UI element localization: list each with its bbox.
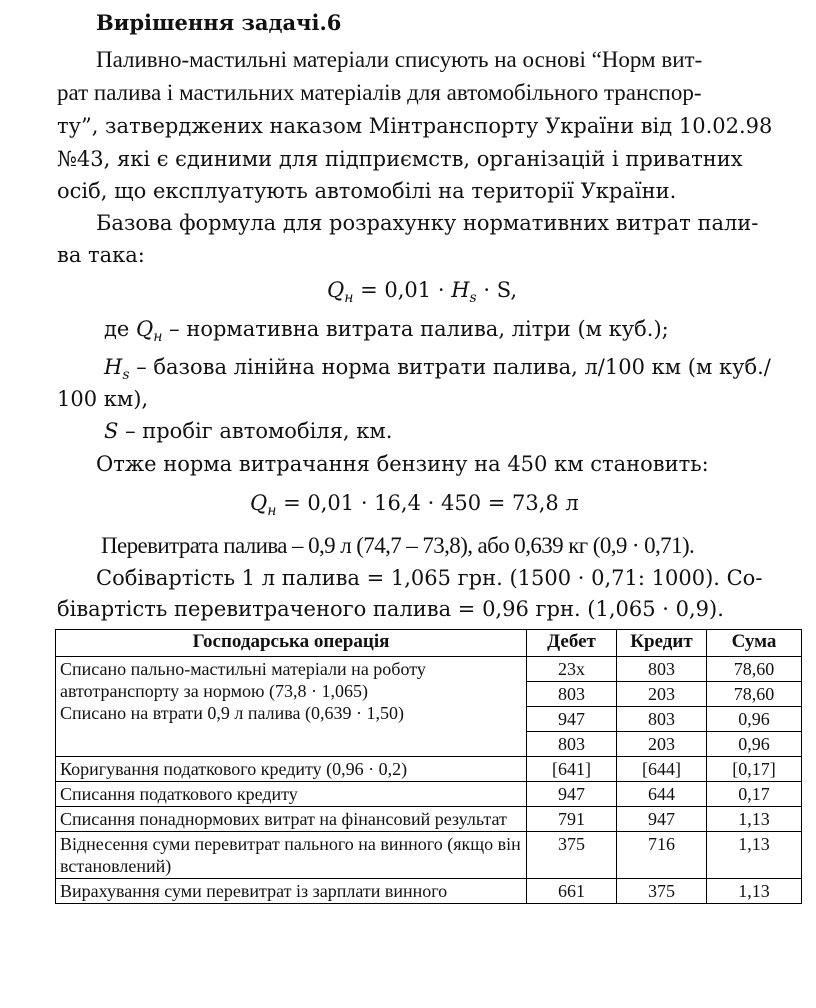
debit-cell: 803 [527, 732, 617, 757]
definition-h [104, 352, 771, 390]
table-row [56, 807, 802, 832]
group-op-line3: Списано на втрати 0,9 л палива (0,639 · 1,50) [60, 703, 404, 723]
definition-s-symbol: S [104, 419, 119, 443]
paragraph5-line2: бівартість перевитраченого палива = 0,96 грн. (1,065 · 0,9). [57, 597, 724, 621]
paragraph4: Перевитрата палива – 0,9 л (74,7 – 73,8), або 0,639 кг (0,9 · 0,71). [101, 533, 695, 558]
paragraph3: Отже норма витрачання бензину на 450 км становить: [96, 452, 709, 476]
operation-cell: Віднесення суми перевитрат пального на винного (якщо він встановлений) [56, 832, 527, 879]
debit-cell: 23х [527, 657, 617, 682]
table-row [56, 657, 802, 682]
paragraph1-line3: ту”, затверджених наказом Мінтранспорту України від 10.02.98 [57, 114, 773, 138]
definition-q-subscript: н [153, 329, 163, 345]
credit-cell: [644] [617, 757, 707, 782]
formula-q-symbol: Q [327, 278, 345, 302]
paragraph1-line4: №43, які є єдиними для підприємств, організацій і приватних [57, 147, 743, 171]
header-sum: Сума [707, 630, 802, 657]
credit-cell: 644 [617, 782, 707, 807]
group-op-line1: Списано пальнo-мастильні матеріали на роботу [60, 659, 426, 679]
operation-cell: Коригування податкового кредиту (0,96 · 0,2) [56, 757, 527, 782]
formula-h-symbol: H [451, 278, 470, 302]
definition-h-symbol: H [104, 355, 123, 379]
sum-cell: 78,60 [707, 657, 802, 682]
definition-h-continuation: 100 км), [57, 387, 149, 411]
sum-cell: 1,13 [707, 807, 802, 832]
calc-q-symbol: Q [250, 491, 268, 515]
formula-base [327, 275, 517, 313]
paragraph2-line2: ва така: [57, 243, 145, 267]
credit-cell: 375 [617, 879, 707, 904]
sum-cell: 0,96 [707, 707, 802, 732]
debit-cell: [641] [527, 757, 617, 782]
debit-cell: 791 [527, 807, 617, 832]
table-row [56, 782, 802, 807]
debit-cell: 803 [527, 682, 617, 707]
formula-s-term: · S, [476, 278, 518, 302]
header-credit: Кредит [617, 630, 707, 657]
debit-cell: 661 [527, 879, 617, 904]
debit-cell: 947 [527, 782, 617, 807]
credit-cell: 803 [617, 657, 707, 682]
sum-cell: [0,17] [707, 757, 802, 782]
definition-q [104, 314, 669, 352]
paragraph5-line1: Собівартість 1 л палива = 1,065 грн. (1500 · 0,71: 1000). Со- [96, 566, 763, 590]
section-heading: Вирішення задачі.6 [96, 10, 342, 35]
group-operation-cell [56, 657, 527, 757]
table-row [56, 879, 802, 904]
definition-s [104, 416, 392, 446]
table-row [56, 832, 802, 879]
debit-cell: 375 [527, 832, 617, 879]
operations-table [55, 629, 802, 904]
header-operation: Господарська операція [56, 630, 527, 657]
formula-q-subscript: н [344, 290, 354, 306]
operation-cell: Вирахування суми перевитрат із зарплати винного [56, 879, 527, 904]
definition-q-text: – нормативна витрата палива, літри (м куб.); [162, 317, 669, 341]
definition-h-subscript: s [122, 367, 130, 383]
operation-cell: Списання понаднормових витрат на фінансовий результат [56, 807, 527, 832]
paragraph1-line2: рат палива і мастильних матеріалів для автомобільного транспор- [57, 80, 702, 105]
operation-cell: Списання податкового кредиту [56, 782, 527, 807]
table-row [56, 757, 802, 782]
debit-cell: 947 [527, 707, 617, 732]
header-debit: Дебет [527, 630, 617, 657]
paragraph1-line5: осіб, що експлуатують автомобілі на території України. [57, 179, 677, 203]
definition-h-text: – базова лінійна норма витрати палива, л/100 км (м куб./ [129, 355, 771, 379]
calc-expression: = 0,01 · 16,4 · 450 = 73,8 л [276, 491, 579, 515]
credit-cell: 716 [617, 832, 707, 879]
formula-coefficient: = 0,01 · [353, 278, 452, 302]
credit-cell: 203 [617, 682, 707, 707]
sum-cell: 1,13 [707, 879, 802, 904]
sum-cell: 0,17 [707, 782, 802, 807]
definition-s-text: – пробіг автомобіля, км. [118, 419, 393, 443]
definition-q-symbol: Q [136, 317, 154, 341]
group-op-line2: автотранспорту за нормою (73,8 · 1,065) [60, 681, 368, 701]
calc-q-subscript: н [267, 503, 277, 519]
formula-calculation [250, 488, 579, 526]
formula-h-subscript: s [469, 290, 477, 306]
credit-cell: 203 [617, 732, 707, 757]
definition-prefix: де [104, 317, 137, 341]
credit-cell: 803 [617, 707, 707, 732]
sum-cell: 1,13 [707, 832, 802, 879]
paragraph2-line1: Базова формула для розрахунку нормативних витрат пали- [96, 211, 759, 235]
paragraph1-line1: Паливно-мастильні матеріали списують на основі “Норм вит- [96, 47, 703, 72]
sum-cell: 78,60 [707, 682, 802, 707]
sum-cell: 0,96 [707, 732, 802, 757]
table-header-row [56, 630, 802, 657]
credit-cell: 947 [617, 807, 707, 832]
